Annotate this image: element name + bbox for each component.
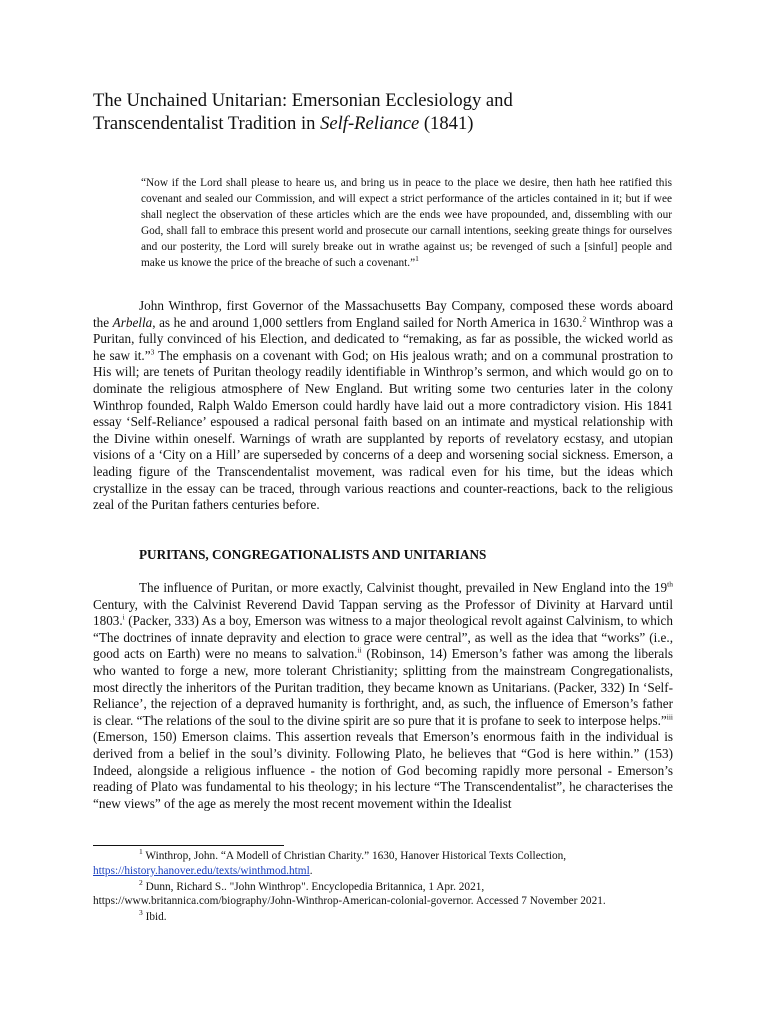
endnote-ref-i[interactable]: i [122,612,125,622]
epigraph-quote [141,176,672,271]
footnote-number-1: 1 [139,847,143,857]
footnote-3 [93,910,668,925]
paragraph-intro-text-c: Winthrop was a Puritan, fully convinced of his Election, and dedicated to “remaking, as far as possible, the wicked world as he saw it.” [93,314,673,363]
footnote-ref-3[interactable]: 3 [150,347,155,357]
footnote-divider [93,845,284,846]
footnote-ref-1[interactable]: 1 [415,253,419,263]
ship-name: Arbella [112,314,153,330]
epigraph-text: “Now if the Lord shall please to heare us, and bring us in peace to the place we desire, then hath hee ratified this covenant and sealed our Commission, and will expect a strict performance of the articles contained in it; but if wee shall neglect the observation of these articles which are the ends wee have propounded, and, dissembling with our God, shall fall to embrace this present world and prosecute our carnall intentions, seeking greate things for ourselves and our posterity, the Lord will surely breake out in wrathe against us; be revenged of such a [sinful] people and make us knowe the price of the breache of such a covenant.” [141,177,672,269]
footnote-2 [93,877,668,910]
endnote-ref-ii[interactable]: ii [357,645,362,655]
endnote-ref-iii[interactable]: iii [666,712,673,722]
paragraph-intro [93,298,673,514]
paragraph-puritans [93,580,673,812]
section-heading: PURITANS, CONGREGATIONALISTS AND UNITARIANS [139,547,487,562]
title-line-1: The Unchained Unitarian: Emersonian Ecclesiology and [93,90,513,111]
page-title [93,89,693,135]
footnote-number-3: 3 [139,908,143,918]
title-italic-work: Self-Reliance [320,113,420,134]
paragraph-puritans-text-e: (Emerson, 150) Emerson claims. This assertion reveals that Emerson’s enormous faith in the individual is derived from a belief in the soul’s divinity. Following Plato, he believes that “God is here within.” (153) Indeed, alongside a religious influence - the notion of God becoming rapidly more personal - Emerson’s reading of Plato was fundamental to his theology; in his lecture “The Transcendentalist”, he characterises the “new views” of the age as merely the most recent movement within the Idealist [93,729,673,811]
paragraph-intro-text-b: , as he and around 1,000 settlers from England sailed for North America in 1630. [152,314,583,330]
paragraph-puritans-text-b: Century, with the Calvinist Reverend David Tappan serving as the Professor of Divinity at Harvard until 1803. [93,596,673,629]
footnote-1-end: . [309,864,313,877]
title-line-2-start: Transcendentalist Tradition in [93,113,321,134]
paragraph-puritans-text-a: The influence of Puritan, or more exactly, Calvinist thought, prevailed in New England into the 19 [139,580,668,595]
title-line-2-end: (1841) [419,113,474,134]
ordinal-suffix: th [667,579,673,589]
paragraph-puritans-text-c: (Packer, 333) As a boy, Emerson was witness to a major theological revolt against Calvinism, to which “The doctrines of innate depravity and election to grace were central”, as well as the idea that “works” (i.e., good acts on Earth) were no means to salvation. [93,613,673,662]
footnote-1-text: Winthrop, John. “A Modell of Christian Charity.” 1630, Hanover Historical Texts Collection, [142,850,567,862]
footnote-2-text: Dunn, Richard S.. "John Winthrop". Encyclopedia Britannica, 1 Apr. 2021, https://www.britannica.com/biography/John-Winthrop-American-colonial-governor. Accessed 7 November 2021. [93,880,606,908]
footnote-1-link[interactable]: https://history.hanover.edu/texts/winthmod.html [93,864,310,877]
paragraph-intro-text-a: John Winthrop, first Governor of the Massachusetts Bay Company, composed these words aboard the [93,298,673,330]
footnotes-section [93,849,668,926]
footnote-1 [93,849,668,879]
paragraph-puritans-text-d: (Robinson, 14) Emerson’s father was among the liberals who wanted to forge a new, more tolerant Christianity; splitting from the mainstream Congregationalists, most directly the inheritors of the Puritan tradition, they became known as Unitarians. (Packer, 332) In ‘Self-Reliance’, the rejection of a depraved humanity is forthright, and, as such, the influence of Emerson’s father is clear. “The relations of the soul to the divine spirit are so pure that it is profane to seek to interpose helps.” [93,646,673,728]
footnote-number-2: 2 [139,877,143,887]
footnote-3-text: Ibid. [142,911,167,924]
paragraph-intro-text-d: The emphasis on a covenant with God; on His jealous wrath; and on a communal prostration to His will; are tenets of Puritan theology readily identifiable in Winthrop’s sermon, and which would go on to dominate the religious atmosphere of New England. But writing some two centuries later in the colony Winthrop founded, Ralph Waldo Emerson could hardly have laid out a more contradictory vision. His 1841 essay ‘Self-Reliance’ espoused a radical personal faith based on an intimate and mystical relationship with the Divine within oneself. Warnings of wrath are supplanted by reports of revelatory ecstasy, and utopian visions of a ‘City on a Hill’ are superseded by concerns of a deep and worsening social sickness. Emerson, a leading figure of the Transcendentalist movement, was radical even for his time, but the ideas which crystallize in the essay can be traced, through various reactions and counter-reactions, back to the religious zeal of the Puritan fathers centuries before. [93,347,673,513]
footnote-ref-2[interactable]: 2 [582,314,587,324]
